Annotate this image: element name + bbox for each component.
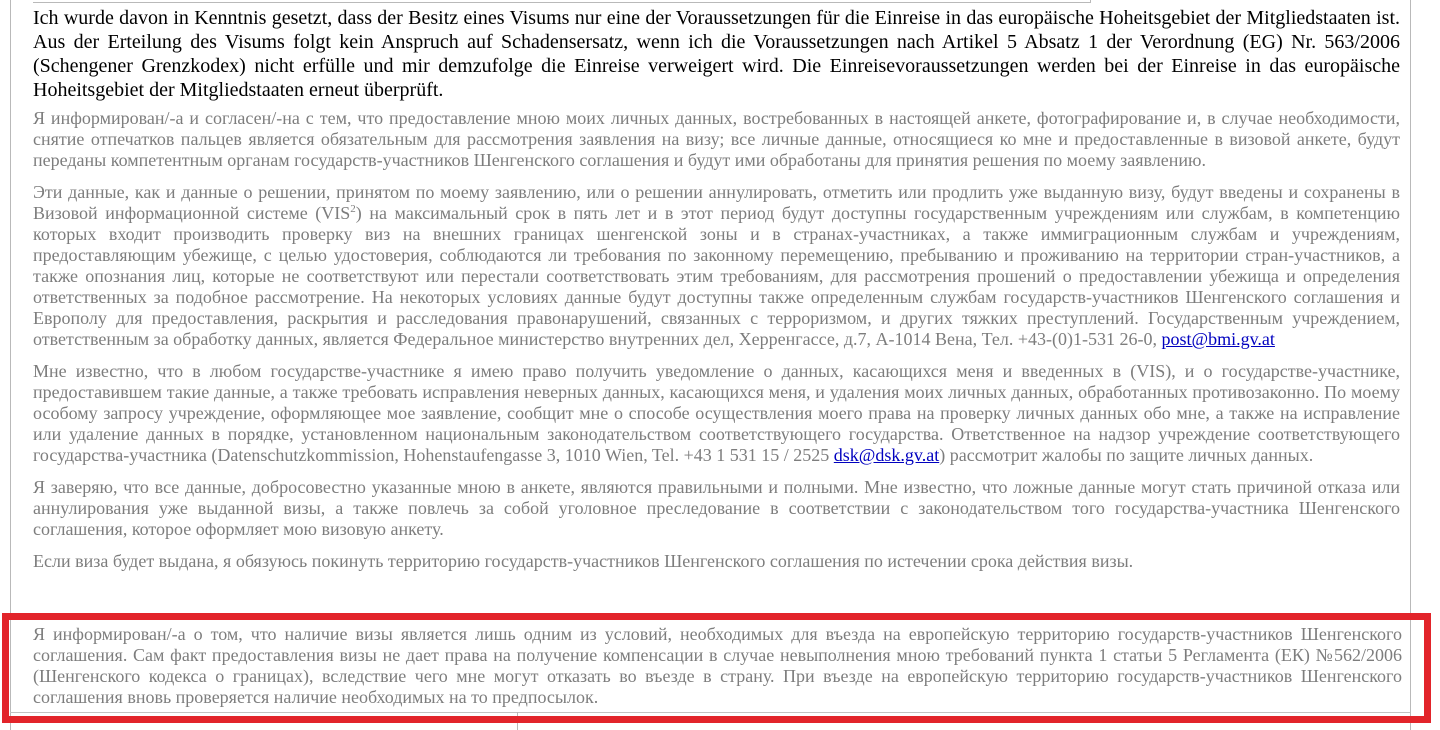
vis-paragraph-text: Эти данные, как и данные о решении, принятом по моему заявлению, или о решении аннулировать, отметить или продлить уже выданную визу, будут введены и сохранены в Визовой информационной системе (VIS xyxy=(33,182,1400,223)
departure-obligation-paragraph: Если виза будет выдана, я обязуюсь покинуть территорию государств-участников Шенгенского соглашения по истечении срока действия визы. xyxy=(33,551,1134,571)
highlight-annotation-box xyxy=(2,613,1431,723)
highlighted-visa-condition-paragraph: Я информирован/-а о том, что наличие визы является лишь одним из условий, необходимых для въезда на европейскую территорию государств-участников Шенгенского соглашения. Сам факт предоставления визы не дает права на получение компенсации в случае невыполнения мною требований пункта 1 статьи 5 Регламента (ЕК) №562/2006 (Шенгенского кодекса о границах), вследствие чего мне могут отказать во въезде в страну. При въезде на европейскую территорию государств-участников Шенгенского соглашения вновь проверяется наличие необходимых на то предпосылок. xyxy=(33,624,1402,707)
rights-paragraph-text-after: ) рассмотрит жалобы по защите личных данных. xyxy=(939,445,1314,465)
german-declaration-paragraph: Ich wurde davon in Kenntnis gesetzt, dass der Besitz eines Visums nur eine der Voraussetzungen für die Einreise in das europäische Hoheitsgebiet der Mitgliedstaaten ist. Aus der Erteilung des Visums folgt kein Anspruch auf Schadensersatz, wenn ich die Voraussetzungen nach Artikel 5 Absatz 1 der Verordnung (EG) Nr. 563/2006 (Schengener Grenzkodex) nicht erfülle und mir demzufolge die Einreise verweigert wird. Die Einreisevoraussetzungen werden bei der Einreise in das europäische Hoheitsgebiet der Mitgliedstaaten erneut überprüft. xyxy=(33,7,1400,101)
data-rights-paragraph xyxy=(33,361,1400,466)
dsk-email-link[interactable]: dsk@dsk.gv.at xyxy=(833,445,940,465)
top-partial-border xyxy=(33,2,1090,3)
russian-consent-paragraph: Я информирован/-а и согласен/-на с тем, что предоставление мною моих личных данных, востребованных в настоящей анкете, фотографирование и, в случае необходимости, снятие отпечатков пальцев является обязательным для рассмотрения заявления на визу; все личные данные, относящиеся ко мне и предоставленные в визовой анкете, будут переданы компетентным органам государств-участников Шенгенского соглашения и будут ими обработаны для принятия решения по моему заявлению. xyxy=(33,108,1400,170)
form-declarations-section xyxy=(33,6,1400,583)
post-bmi-email-link[interactable]: post@bmi.gv.at xyxy=(1161,329,1275,349)
vis-paragraph-text-after: ) на максимальный срок в пять лет и в этот период будут доступны государственным учреждениям или службам, в компетенцию которых входит производить проверку виз на внешних границах шенгенской зоны и в странах-участниках, а также иммиграционным службам и учреждениям, предоставляющим убежище, с целью удостоверия, соблюдаются ли требования по законному перемещению, пребыванию и проживанию на территории стран-участников, а также опознания лиц, которые не соответствуют или перестали соответствовать этим требованиям, для рассмотрения прошений о предоставлении убежища и определения ответственных за подобное рассмотрение. На некоторых условиях данные будут доступны также определенным службам государств-участников Шенгенского соглашения и Европолу для предоставления, раскрытия и расследования правонарушений, связанных с терроризмом, и других тяжких преступлений. Государственным учреждением, ответственным за обработку данных, является Федеральное министерство внутренних дел, Херренгассе, д.7, А-1014 Вена, Тел. +43-(0)1-531 26-0, xyxy=(33,203,1400,349)
vis-footnote-superscript: 2 xyxy=(350,203,356,215)
truthfulness-declaration-paragraph: Я заверяю, что все данные, добросовестно указанные мною в анкете, являются правильными и полными. Мне известно, что ложные данные могут стать причиной отказа или аннулирования уже выданной визы, а также повлечь за собой уголовное преследование в соответствии с законодательством того государства-участника Шенгенского соглашения, которое оформляет мою визовую анкету. xyxy=(33,477,1400,539)
vis-data-paragraph xyxy=(33,182,1400,350)
top-border-tick xyxy=(1090,0,1091,3)
rights-paragraph-text: Мне известно, что в любом государстве-участнике я имею право получить уведомление о данных, касающихся меня и введенных в (VIS), и о государстве-участнике, предоставившем такие данные, а также требовать исправления неверных данных, касающихся меня, и удаления моих личных данных, обработанных противозаконно. По моему особому запросу учреждение, оформляющее мое заявление, сообщит мне о способе осуществления моего права на проверку личных данных обо мне, а также на исправление или удаление данных в порядке, установленном национальным законодательством соответствующего государства. Ответственное на надзор учреждение соответствующего государства-участника (Datenschutzkommission, Hohenstaufengasse 3, 1010 Wien, Tel. +43 1 531 15 / 2525 xyxy=(33,361,1400,465)
